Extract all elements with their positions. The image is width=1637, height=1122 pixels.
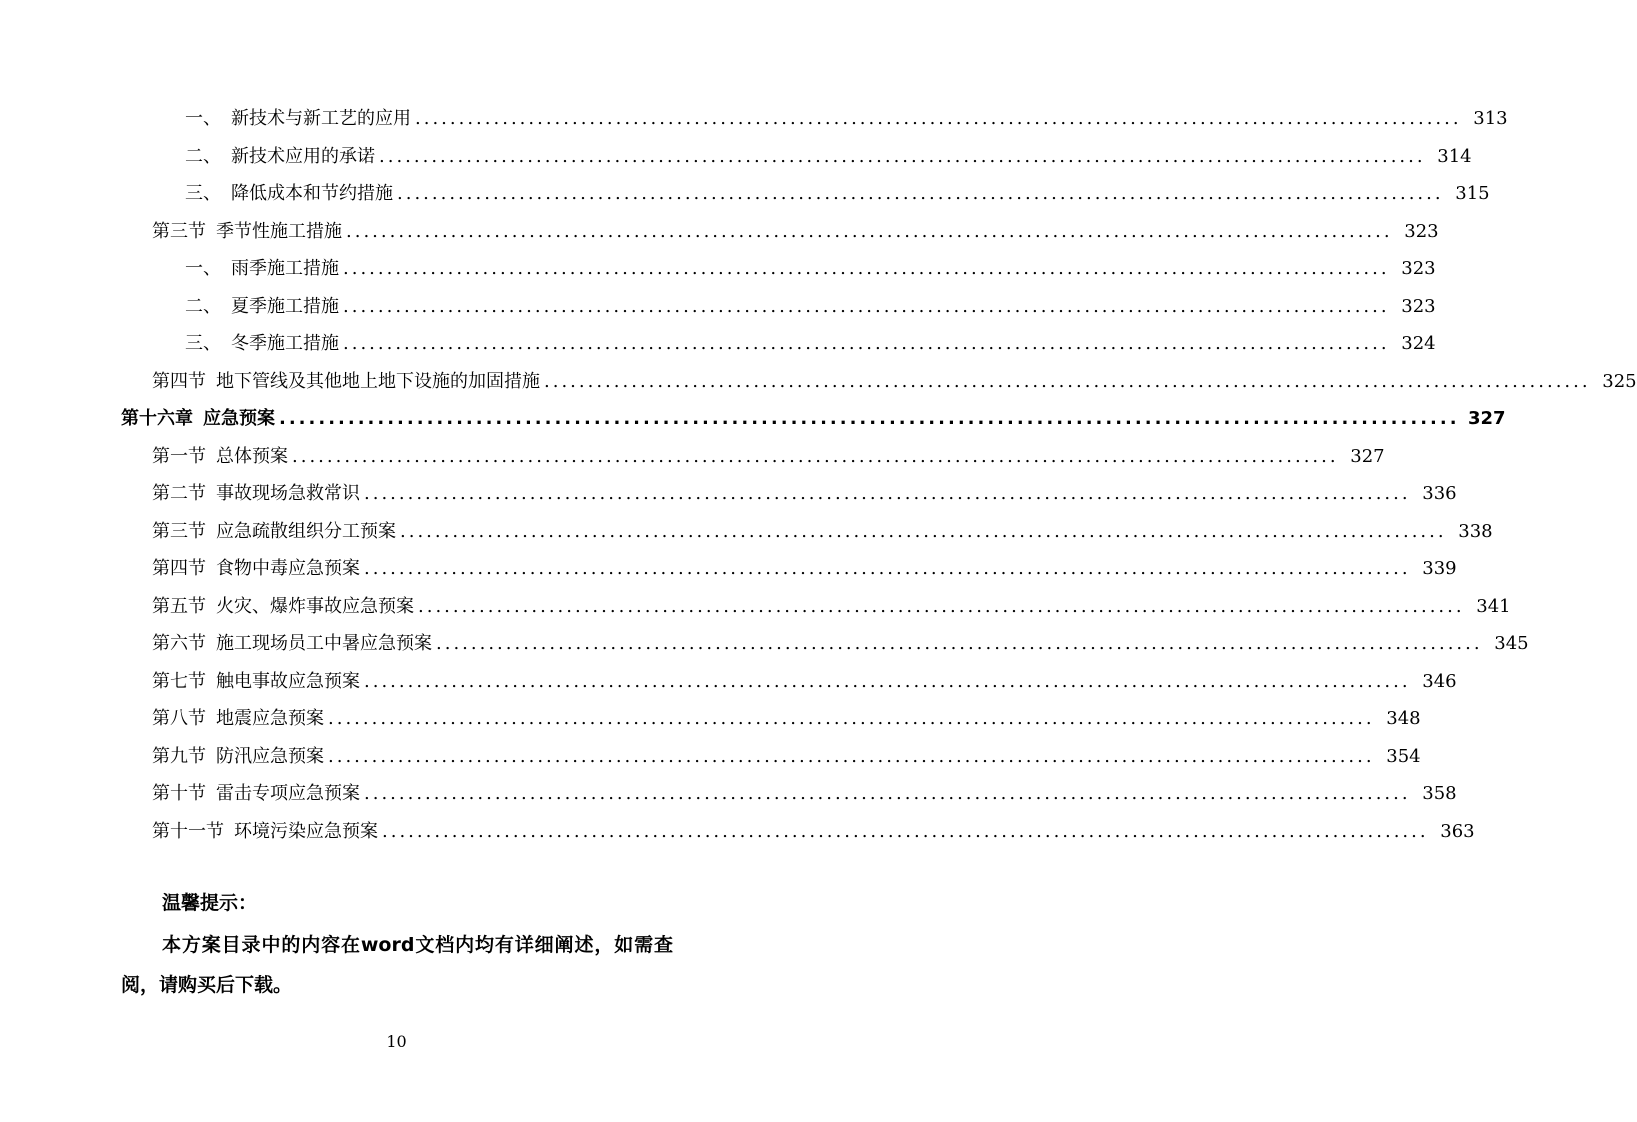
toc-entry-prefix: 第四节 bbox=[152, 558, 206, 579]
toc-entry-title: 雷击专项应急预案 bbox=[216, 783, 360, 804]
toc-entry-title: 冬季施工措施 bbox=[231, 333, 339, 354]
toc-entry-title: 夏季施工措施 bbox=[231, 295, 339, 317]
toc-entry-title: 环境污染应急预案 bbox=[234, 820, 378, 842]
toc-entry-page: 314 bbox=[1437, 145, 1472, 167]
toc-entry-prefix: 第五节 bbox=[152, 595, 206, 617]
toc-entry[interactable] bbox=[0, 663, 1457, 701]
toc-dot-leader: ........................................................................................................................ bbox=[343, 295, 1390, 317]
toc-entry[interactable] bbox=[0, 288, 1436, 326]
toc-entry-page: 313 bbox=[1473, 108, 1508, 129]
toc-entry-prefix: 第八节 bbox=[152, 708, 206, 729]
toc-chapter-entry[interactable] bbox=[0, 400, 1506, 438]
toc-dot-leader: ........................................................................................................................ bbox=[328, 745, 1375, 767]
toc-dot-leader: ........................................................................................................................ bbox=[364, 783, 1411, 804]
toc-entry-title: 新技术与新工艺的应用 bbox=[231, 108, 411, 129]
toc-dot-leader: ........................................................................................................................ bbox=[544, 370, 1591, 392]
toc-entry-page: 323 bbox=[1401, 295, 1436, 317]
toc-entry-page: 323 bbox=[1404, 220, 1439, 242]
toc-entry[interactable] bbox=[0, 738, 1421, 776]
toc-entry-title: 应急预案 bbox=[203, 408, 275, 429]
toc-dot-leader: ........................................................................................................................ bbox=[343, 333, 1390, 354]
toc-entry-title: 新技术应用的承诺 bbox=[231, 145, 375, 167]
toc-dot-leader: ........................................................................................................................ bbox=[436, 633, 1483, 654]
toc-dot-leader: ........................................................................................................................ bbox=[400, 520, 1447, 542]
toc-entry[interactable] bbox=[0, 475, 1457, 513]
toc-entry-prefix: 一、 bbox=[185, 108, 221, 129]
toc-entry-page: 325 bbox=[1602, 370, 1637, 392]
toc-entry-page: 327 bbox=[1350, 445, 1385, 467]
toc-entry[interactable] bbox=[0, 513, 1493, 551]
toc-entry-page: 346 bbox=[1422, 670, 1457, 692]
toc-entry-label bbox=[121, 400, 275, 438]
toc-entry[interactable] bbox=[0, 588, 1511, 626]
toc-dot-leader: ........................................................................................................................ bbox=[364, 670, 1411, 692]
toc-dot-leader: ........................................................................................................................ bbox=[279, 408, 1460, 429]
toc-entry-title: 总体预案 bbox=[216, 445, 288, 467]
toc-entry[interactable] bbox=[0, 625, 1529, 663]
toc-entry[interactable] bbox=[0, 138, 1472, 176]
toc-entry-label bbox=[152, 363, 540, 401]
toc-entry-title: 地下管线及其他地上地下设施的加固措施 bbox=[216, 370, 540, 392]
toc-dot-leader: ........................................................................................................................ bbox=[346, 220, 1393, 242]
toc-entry[interactable] bbox=[0, 325, 1436, 363]
toc-entry-page: 315 bbox=[1455, 183, 1490, 204]
toc-entry-label bbox=[152, 625, 432, 663]
toc-entry-prefix: 第一节 bbox=[152, 445, 206, 467]
toc-entry[interactable] bbox=[0, 813, 1475, 851]
toc-dot-leader: ........................................................................................................................ bbox=[328, 708, 1375, 729]
toc-entry[interactable] bbox=[0, 175, 1490, 213]
toc-entry-page: 336 bbox=[1422, 483, 1457, 504]
toc-entry-label bbox=[185, 288, 339, 326]
toc-entry-title: 事故现场急救常识 bbox=[216, 483, 360, 504]
toc-entry-page: 363 bbox=[1440, 820, 1475, 842]
toc-entry-prefix: 第二节 bbox=[152, 483, 206, 504]
toc-entry-label bbox=[152, 813, 378, 851]
table-of-contents bbox=[0, 100, 1637, 850]
toc-entry-label bbox=[185, 138, 375, 176]
toc-entry-title: 降低成本和节约措施 bbox=[231, 183, 393, 204]
toc-entry-page: 341 bbox=[1476, 595, 1511, 617]
toc-entry-title: 雨季施工措施 bbox=[231, 258, 339, 279]
toc-entry-label bbox=[185, 175, 393, 213]
toc-dot-leader: ........................................................................................................................ bbox=[364, 483, 1411, 504]
toc-dot-leader: ........................................................................................................................ bbox=[415, 108, 1462, 129]
toc-entry-page: 338 bbox=[1458, 520, 1493, 542]
toc-entry-page: 323 bbox=[1401, 258, 1436, 279]
toc-entry-label bbox=[152, 663, 360, 701]
toc-entry-prefix: 第三节 bbox=[152, 220, 206, 242]
toc-entry-prefix: 二、 bbox=[185, 145, 221, 167]
toc-entry-prefix: 第六节 bbox=[152, 633, 206, 654]
toc-entry-prefix: 三、 bbox=[185, 333, 221, 354]
toc-entry-page: 348 bbox=[1386, 708, 1421, 729]
toc-entry-label bbox=[185, 325, 339, 363]
toc-entry-label bbox=[152, 475, 360, 513]
toc-entry-label bbox=[152, 438, 288, 476]
toc-entry-title: 食物中毒应急预案 bbox=[216, 558, 360, 579]
toc-entry-title: 施工现场员工中暑应急预案 bbox=[216, 633, 432, 654]
toc-entry-label bbox=[152, 588, 414, 626]
page-number: 10 bbox=[386, 1032, 407, 1051]
toc-entry-title: 地震应急预案 bbox=[216, 708, 324, 729]
toc-entry-prefix: 第十节 bbox=[152, 783, 206, 804]
toc-entry-title: 火灾、爆炸事故应急预案 bbox=[216, 595, 414, 617]
toc-entry-label bbox=[152, 775, 360, 813]
toc-entry-title: 应急疏散组织分工预案 bbox=[216, 520, 396, 542]
toc-entry-prefix: 一、 bbox=[185, 258, 221, 279]
toc-entry[interactable] bbox=[0, 250, 1436, 288]
toc-dot-leader: ........................................................................................................................ bbox=[364, 558, 1411, 579]
toc-entry-label bbox=[152, 700, 324, 738]
tip-heading: 温馨提示： bbox=[162, 892, 258, 914]
toc-entry[interactable] bbox=[0, 700, 1421, 738]
toc-entry[interactable] bbox=[0, 438, 1385, 476]
toc-entry-label bbox=[152, 738, 324, 776]
toc-entry[interactable] bbox=[0, 100, 1508, 138]
toc-entry-prefix: 三、 bbox=[185, 183, 221, 204]
toc-entry-prefix: 第十一节 bbox=[152, 820, 224, 842]
toc-entry-prefix: 第九节 bbox=[152, 745, 206, 767]
tip-body-text: 本方案目录中的内容在word文档内均有详细阐述，如需查阅，请购买后下载。 bbox=[121, 934, 673, 996]
toc-entry-prefix: 第三节 bbox=[152, 520, 206, 542]
toc-dot-leader: ........................................................................................................................ bbox=[379, 145, 1426, 167]
toc-entry-prefix: 第四节 bbox=[152, 370, 206, 392]
toc-entry-prefix: 二、 bbox=[185, 295, 221, 317]
toc-entry-page: 345 bbox=[1494, 633, 1529, 654]
toc-entry-prefix: 第十六章 bbox=[121, 408, 193, 429]
toc-entry-page: 354 bbox=[1386, 745, 1421, 767]
toc-entry-label bbox=[152, 550, 360, 588]
toc-entry[interactable] bbox=[0, 775, 1457, 813]
toc-entry-page: 327 bbox=[1467, 408, 1506, 429]
toc-entry-label bbox=[152, 513, 396, 551]
toc-entry[interactable] bbox=[0, 213, 1439, 251]
toc-entry-page: 358 bbox=[1422, 783, 1457, 804]
toc-entry[interactable] bbox=[0, 550, 1457, 588]
toc-entry-page: 339 bbox=[1422, 558, 1457, 579]
toc-entry-title: 触电事故应急预案 bbox=[216, 670, 360, 692]
toc-entry[interactable] bbox=[0, 363, 1637, 401]
toc-entry-title: 季节性施工措施 bbox=[216, 220, 342, 242]
toc-entry-label bbox=[152, 213, 342, 251]
toc-entry-page: 324 bbox=[1401, 333, 1436, 354]
toc-dot-leader: ........................................................................................................................ bbox=[397, 183, 1444, 204]
toc-entry-title: 防汛应急预案 bbox=[216, 745, 324, 767]
toc-entry-label bbox=[185, 250, 339, 288]
toc-dot-leader: ........................................................................................................................ bbox=[418, 595, 1465, 617]
toc-entry-prefix: 第七节 bbox=[152, 670, 206, 692]
toc-dot-leader: ........................................................................................................................ bbox=[382, 820, 1429, 842]
toc-entry-label bbox=[185, 100, 411, 138]
toc-dot-leader: ........................................................................................................................ bbox=[343, 258, 1390, 279]
toc-dot-leader: ........................................................................................................................ bbox=[292, 445, 1339, 467]
